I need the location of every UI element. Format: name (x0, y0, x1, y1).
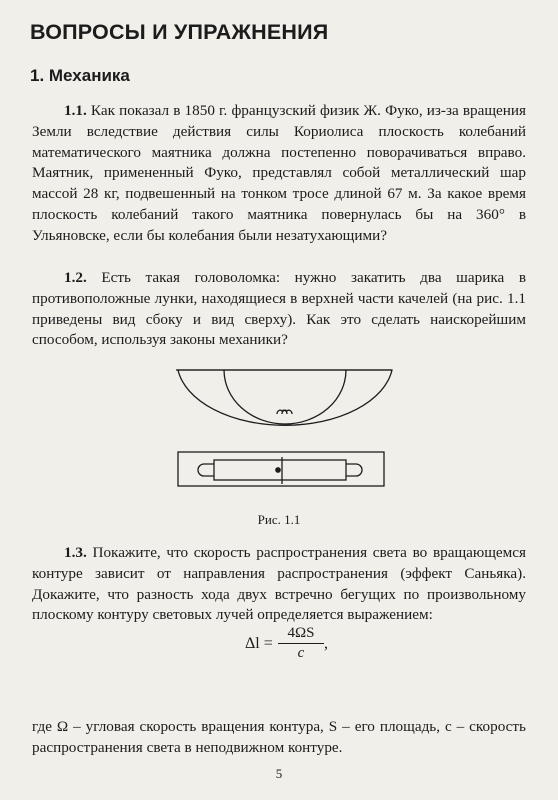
problem-number: 1.3. (64, 544, 87, 561)
formula-fraction (278, 625, 324, 662)
problem-1-2 (32, 268, 526, 351)
problem-text: Есть такая головоломка: нужно закатить два шарика в противоположные лунки, находящиеся в верхней части качелей (на рис. 1.1 приведены вид сбоку и вид сверху). Как это сделать наискорейшим способом, используя законы механики? (32, 269, 526, 349)
swing-side-view (176, 370, 392, 425)
problem-1-1 (32, 101, 526, 247)
formula-trail: , (324, 635, 328, 652)
formula-denominator: c (297, 645, 305, 661)
problem-number: 1.2. (64, 269, 87, 286)
formula-numerator: 4ΩS (278, 625, 324, 644)
problem-text: Как показал в 1850 г. французский физик Ж. Фуко, из-за вращения Земли вследствие действия силы Кориолиса плоскость колебаний математического маятника должна постепенно поворачиваться вправо. Маятник, примененный Фуко, представлял собой металлический шар массой 28 кг, подвешенный на тонком тросе длиной 67 м. За какое время плоскость колебаний такого маятника повернулась бы на 360° в Ульяновске, если бы колебания были незатухающими? (32, 102, 527, 244)
problem-1-3 (32, 543, 526, 626)
problem-number: 1.1. (64, 102, 87, 119)
section-heading: 1. Механика (30, 66, 130, 85)
formula-explanation: где Ω – угловая скорость вращения контура, S – его площадь, c – скорость распространения света в неподвижном контуре. (32, 718, 526, 756)
chapter-heading: ВОПРОСЫ И УПРАЖНЕНИЯ (30, 20, 329, 44)
swing-puzzle-figure (174, 364, 396, 494)
figure-caption: Рис. 1.1 (257, 512, 301, 527)
problem-text: Покажите, что скорость распространения света во вращающемся контуре зависит от направления распространения (эффект Саньяка). Докажите, что разность хода двух встречно бегущих по произвольному плоскому контуру световых лучей определяется выражением: (32, 544, 527, 624)
swing-top-view (178, 452, 384, 486)
formula-lhs: Δl = (245, 635, 273, 652)
page-number: 5 (275, 766, 283, 781)
